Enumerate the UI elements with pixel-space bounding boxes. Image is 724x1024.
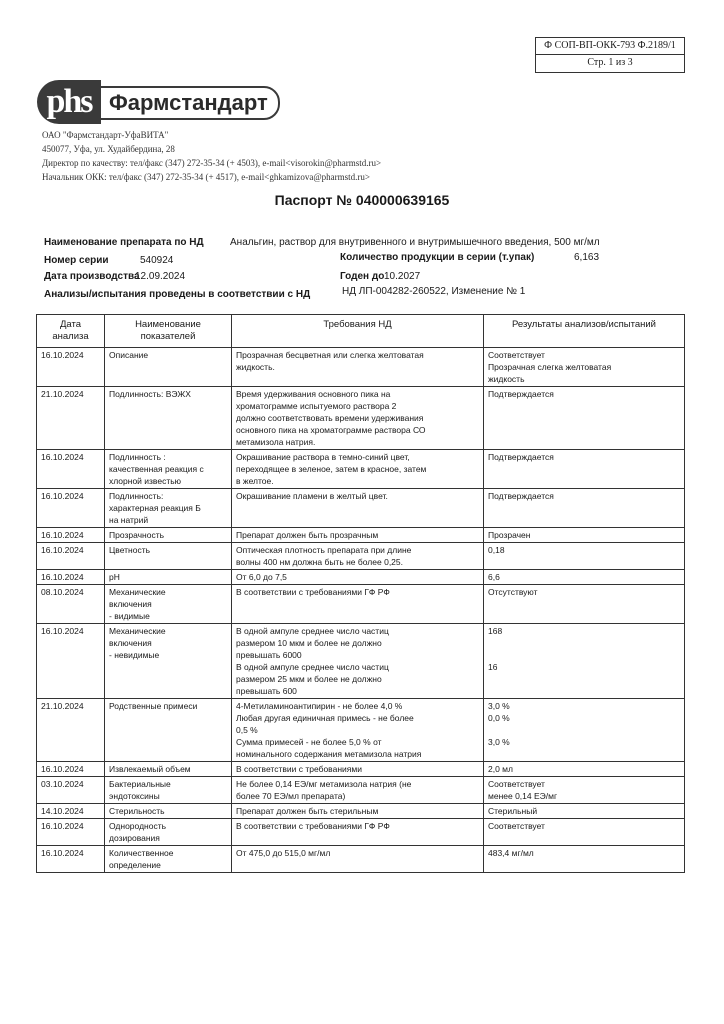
cell-date: 16.10.2024: [37, 528, 105, 543]
table-row: [37, 804, 685, 819]
cell-result: 2,0 мл: [484, 762, 685, 777]
company-address: 450077, Уфа, ул. Худайбердина, 28: [42, 144, 175, 154]
table-row: [37, 489, 685, 528]
product-label: Наименование препарата по НД: [44, 237, 204, 248]
nd-value: НД ЛП-004282-260522, Изменение № 1: [342, 286, 526, 297]
expiry-value: 10.2027: [384, 271, 421, 282]
header-results: Результаты анализов/испытаний: [484, 315, 685, 348]
cell-indicator: Подлинность: ВЭЖХ: [105, 387, 232, 450]
series-label: Номер серии: [44, 255, 109, 266]
cell-result: Соответствует менее 0,14 ЕЭ/мг: [484, 777, 685, 804]
cell-result: 3,0 % 0,0 % 3,0 %: [484, 699, 685, 762]
nd-label: Анализы/испытания проведены в соответствии с НД: [44, 289, 311, 300]
quantity-value: 6,163: [574, 252, 600, 263]
cell-result: 168 16: [484, 624, 685, 699]
cell-date: 21.10.2024: [37, 387, 105, 450]
cell-requirement: От 475,0 до 515,0 мг/мл: [232, 846, 484, 873]
table-row: [37, 450, 685, 489]
cell-date: 08.10.2024: [37, 585, 105, 624]
cell-indicator: Извлекаемый объем: [105, 762, 232, 777]
production-date-value: 12.09.2024: [135, 271, 186, 282]
cell-result: 6,6: [484, 570, 685, 585]
cell-date: 03.10.2024: [37, 777, 105, 804]
expiry-label: Годен до: [340, 271, 385, 282]
cell-indicator: Цветность: [105, 543, 232, 570]
cell-date: 16.10.2024: [37, 543, 105, 570]
cell-date: 16.10.2024: [37, 762, 105, 777]
cell-indicator: Однородность дозирования: [105, 819, 232, 846]
production-date-label: Дата производства: [44, 271, 140, 282]
cell-indicator: Бактериальные эндотоксины: [105, 777, 232, 804]
cell-requirement: 4-Метиламиноантипирин - не более 4,0 % Любая другая единичная примесь - не более 0,5 % Сумма примесей - не более 5,0 % от номинального содержания метамизола натрия: [232, 699, 484, 762]
table-row: [37, 624, 685, 699]
table-row: [37, 777, 685, 804]
table-row: [37, 819, 685, 846]
table-row: [37, 528, 685, 543]
cell-indicator: Описание: [105, 348, 232, 387]
header-date: Дата анализа: [37, 315, 105, 348]
table-row: [37, 570, 685, 585]
cell-requirement: В соответствии с требованиями ГФ РФ: [232, 585, 484, 624]
table-row: [37, 699, 685, 762]
cell-result: Прозрачен: [484, 528, 685, 543]
cell-indicator: Количественное определение: [105, 846, 232, 873]
table-row: [37, 762, 685, 777]
passport-title: Паспорт № 040000639165: [274, 192, 450, 208]
table-row: [37, 585, 685, 624]
cell-result: 0,18: [484, 543, 685, 570]
okk-head-contact: Начальник ОКК: тел/факс (347) 272-35-34 (+ 4517), e-mail<ghkamizova@pharmstd.ru>: [42, 172, 370, 182]
table-header-row: [37, 315, 685, 348]
cell-indicator: pH: [105, 570, 232, 585]
logo-mark: phs: [37, 80, 101, 124]
cell-indicator: Механические включения - невидимые: [105, 624, 232, 699]
cell-indicator: Прозрачность: [105, 528, 232, 543]
cell-requirement: Препарат должен быть стерильным: [232, 804, 484, 819]
cell-result: Отсутствуют: [484, 585, 685, 624]
cell-requirement: От 6,0 до 7,5: [232, 570, 484, 585]
quantity-label: Количество продукции в серии (т.упак): [340, 252, 535, 263]
series-value: 540924: [140, 255, 174, 266]
cell-result: 483,4 мг/мл: [484, 846, 685, 873]
cell-date: 16.10.2024: [37, 819, 105, 846]
cell-requirement: В одной ампуле среднее число частиц размером 10 мкм и более не должно превышать 6000 В одной ампуле среднее число частиц размером 25 мкм и более не должно превышать 600: [232, 624, 484, 699]
cell-date: 16.10.2024: [37, 348, 105, 387]
cell-indicator: Подлинность: характерная реакция Б на натрий: [105, 489, 232, 528]
cell-result: Стерильный: [484, 804, 685, 819]
quality-director-contact: Директор по качеству: тел/факс (347) 272-35-34 (+ 4503), e-mail<visorokin@pharmstd.ru>: [42, 158, 382, 168]
table-row: [37, 387, 685, 450]
cell-date: 16.10.2024: [37, 570, 105, 585]
cell-indicator: Родственные примеси: [105, 699, 232, 762]
cell-requirement: Прозрачная бесцветная или слегка желтоватая жидкость.: [232, 348, 484, 387]
cell-requirement: Время удерживания основного пика на хроматограмме испытуемого раствора 2 должно соответствовать времени удерживания основного пика на хроматограмме раствора СО метамизола натрия.: [232, 387, 484, 450]
analysis-table: [36, 314, 685, 873]
header-requirements: Требования НД: [232, 315, 484, 348]
cell-indicator: Механические включения - видимые: [105, 585, 232, 624]
cell-result: Соответствует: [484, 819, 685, 846]
form-code: Ф СОП-ВП-ОКК-793 Ф.2189/1: [536, 38, 684, 55]
cell-indicator: Стерильность: [105, 804, 232, 819]
company-info: [42, 128, 381, 184]
cell-date: 21.10.2024: [37, 699, 105, 762]
cell-requirement: Окрашивание пламени в желтый цвет.: [232, 489, 484, 528]
cell-requirement: В соответствии с требованиями ГФ РФ: [232, 819, 484, 846]
cell-result: Подтверждается: [484, 387, 685, 450]
cell-date: 16.10.2024: [37, 489, 105, 528]
cell-requirement: Окрашивание раствора в темно-синий цвет, переходящее в зеленое, затем в красное, затем в желтое.: [232, 450, 484, 489]
table-row: [37, 348, 685, 387]
cell-date: 16.10.2024: [37, 846, 105, 873]
cell-result: Подтверждается: [484, 450, 685, 489]
logo-name: Фармстандарт: [97, 86, 280, 120]
cell-indicator: Подлинность : качественная реакция с хлорной известью: [105, 450, 232, 489]
cell-date: 14.10.2024: [37, 804, 105, 819]
company-name: ОАО "Фармстандарт-УфаВИТА": [42, 130, 169, 140]
cell-result: Подтверждается: [484, 489, 685, 528]
cell-result: Соответствует Прозрачная слегка желтоватая жидкость: [484, 348, 685, 387]
cell-date: 16.10.2024: [37, 450, 105, 489]
header-name: Наименование показателей: [105, 315, 232, 348]
page-number: Стр. 1 из 3: [587, 57, 633, 68]
cell-requirement: Не более 0,14 ЕЭ/мг метамизола натрия (не более 70 ЕЭ/мл препарата): [232, 777, 484, 804]
cell-date: 16.10.2024: [37, 624, 105, 699]
table-row: [37, 846, 685, 873]
cell-requirement: В соответствии с требованиями: [232, 762, 484, 777]
table-row: [37, 543, 685, 570]
cell-requirement: Оптическая плотность препарата при длине волны 400 нм должна быть не более 0,25.: [232, 543, 484, 570]
document-reference-box: [535, 37, 685, 73]
product-value: Анальгин, раствор для внутривенного и внутримышечного введения, 500 мг/мл: [230, 237, 600, 248]
cell-requirement: Препарат должен быть прозрачным: [232, 528, 484, 543]
